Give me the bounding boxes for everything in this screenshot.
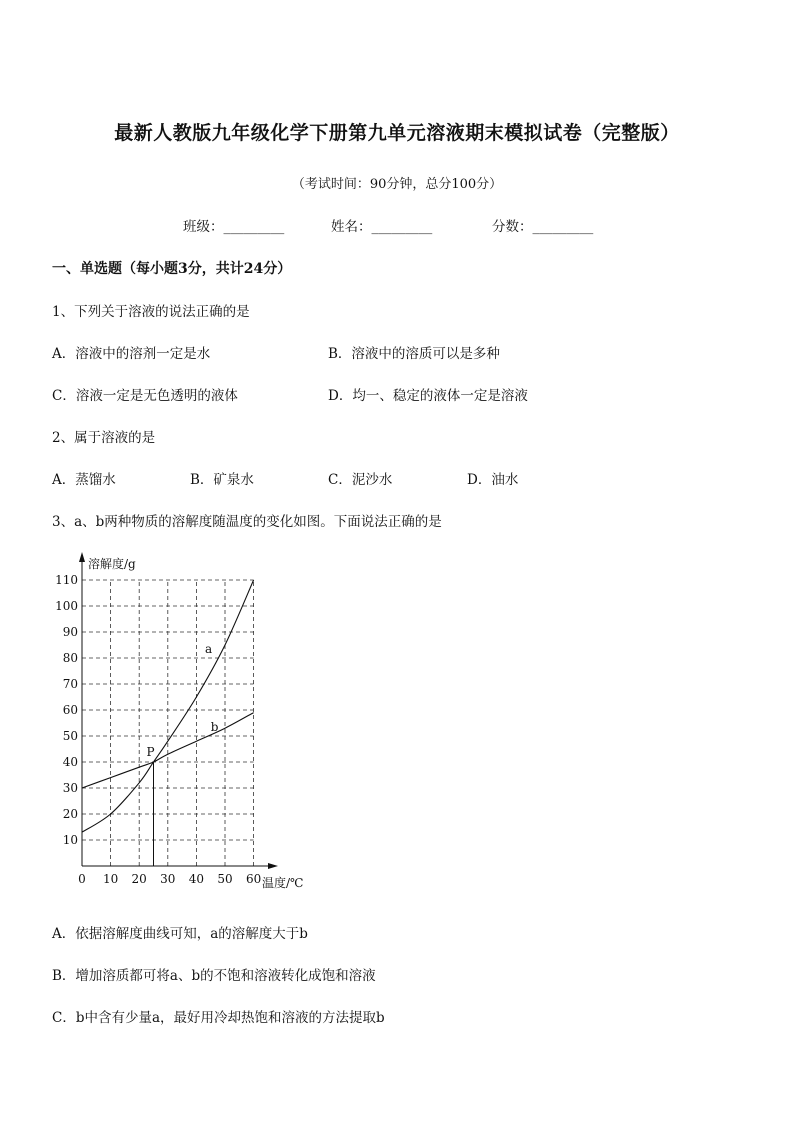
y-tick-label: 50	[62, 729, 78, 743]
x-tick-label: 20	[131, 872, 147, 886]
x-tick-label: 50	[217, 872, 233, 886]
chart-grid	[82, 580, 254, 866]
exam-subtitle: （考试时间：90分钟，总分100分）	[291, 177, 503, 192]
question-1-option-a: A．溶液中的溶剂一定是水	[52, 346, 211, 362]
score-field: 分数：_________	[492, 219, 594, 235]
question-2-option-a: A．蒸馏水	[52, 472, 116, 488]
point-p-label: P	[146, 745, 155, 759]
question-2-option-d: D．油水	[467, 472, 519, 488]
question-2-option-b: B．矿泉水	[190, 472, 254, 488]
solubility-chart	[52, 548, 322, 893]
chart-axes	[79, 552, 278, 869]
class-field: 班级：_________	[183, 219, 285, 235]
y-tick-label: 110	[55, 573, 78, 587]
y-tick-label: 20	[62, 807, 78, 821]
question-1-option-b: B．溶液中的溶质可以是多种	[328, 346, 500, 362]
x-tick-label: 40	[188, 872, 205, 886]
y-axis-arrow-icon	[79, 552, 85, 562]
y-tick-label: 40	[62, 755, 78, 769]
y-tick-label: 10	[62, 833, 78, 847]
question-1-option-d: D．均一、稳定的液体一定是溶液	[328, 388, 528, 404]
question-2-option-c: C．泥沙水	[328, 472, 393, 488]
name-field: 姓名：_________	[331, 219, 433, 235]
x-tick-label: 30	[160, 872, 176, 886]
question-2-stem: 2、属于溶液的是	[52, 430, 156, 446]
question-1-stem: 1、下列关于溶液的说法正确的是	[52, 304, 250, 320]
question-3-option-a: A．依据溶解度曲线可知，a的溶解度大于b	[52, 926, 308, 942]
x-tick-label: 0	[78, 872, 86, 886]
x-tick-label: 10	[102, 872, 119, 886]
section-title: 一、单选题（每小题3分，共计24分）	[52, 261, 292, 277]
series-b-label: b	[210, 719, 219, 734]
y-tick-label: 70	[62, 677, 78, 691]
series-a-label: a	[204, 641, 213, 656]
exam-title: 最新人教版九年级化学下册第九单元溶液期末模拟试卷（完整版）	[114, 122, 680, 144]
question-1-option-c: C．溶液一定是无色透明的液体	[52, 388, 238, 404]
y-tick-label: 80	[62, 651, 78, 665]
y-tick-label: 90	[62, 625, 78, 639]
x-axis-title: 温度/℃	[262, 876, 304, 890]
y-tick-label: 60	[62, 703, 78, 717]
question-3-option-c: C．b中含有少量a，最好用冷却热饱和溶液的方法提取b	[52, 1010, 385, 1026]
question-3-option-b: B．增加溶质都可将a、b的不饱和溶液转化成饱和溶液	[52, 968, 376, 984]
x-axis-arrow-icon	[268, 863, 278, 869]
y-axis-title: 溶解度/g	[88, 557, 136, 571]
y-tick-label: 30	[62, 781, 78, 795]
x-tick-label: 60	[245, 872, 262, 886]
y-tick-label: 100	[55, 599, 78, 613]
question-3-stem: 3、a、b两种物质的溶解度随温度的变化如图。下面说法正确的是	[52, 514, 442, 530]
